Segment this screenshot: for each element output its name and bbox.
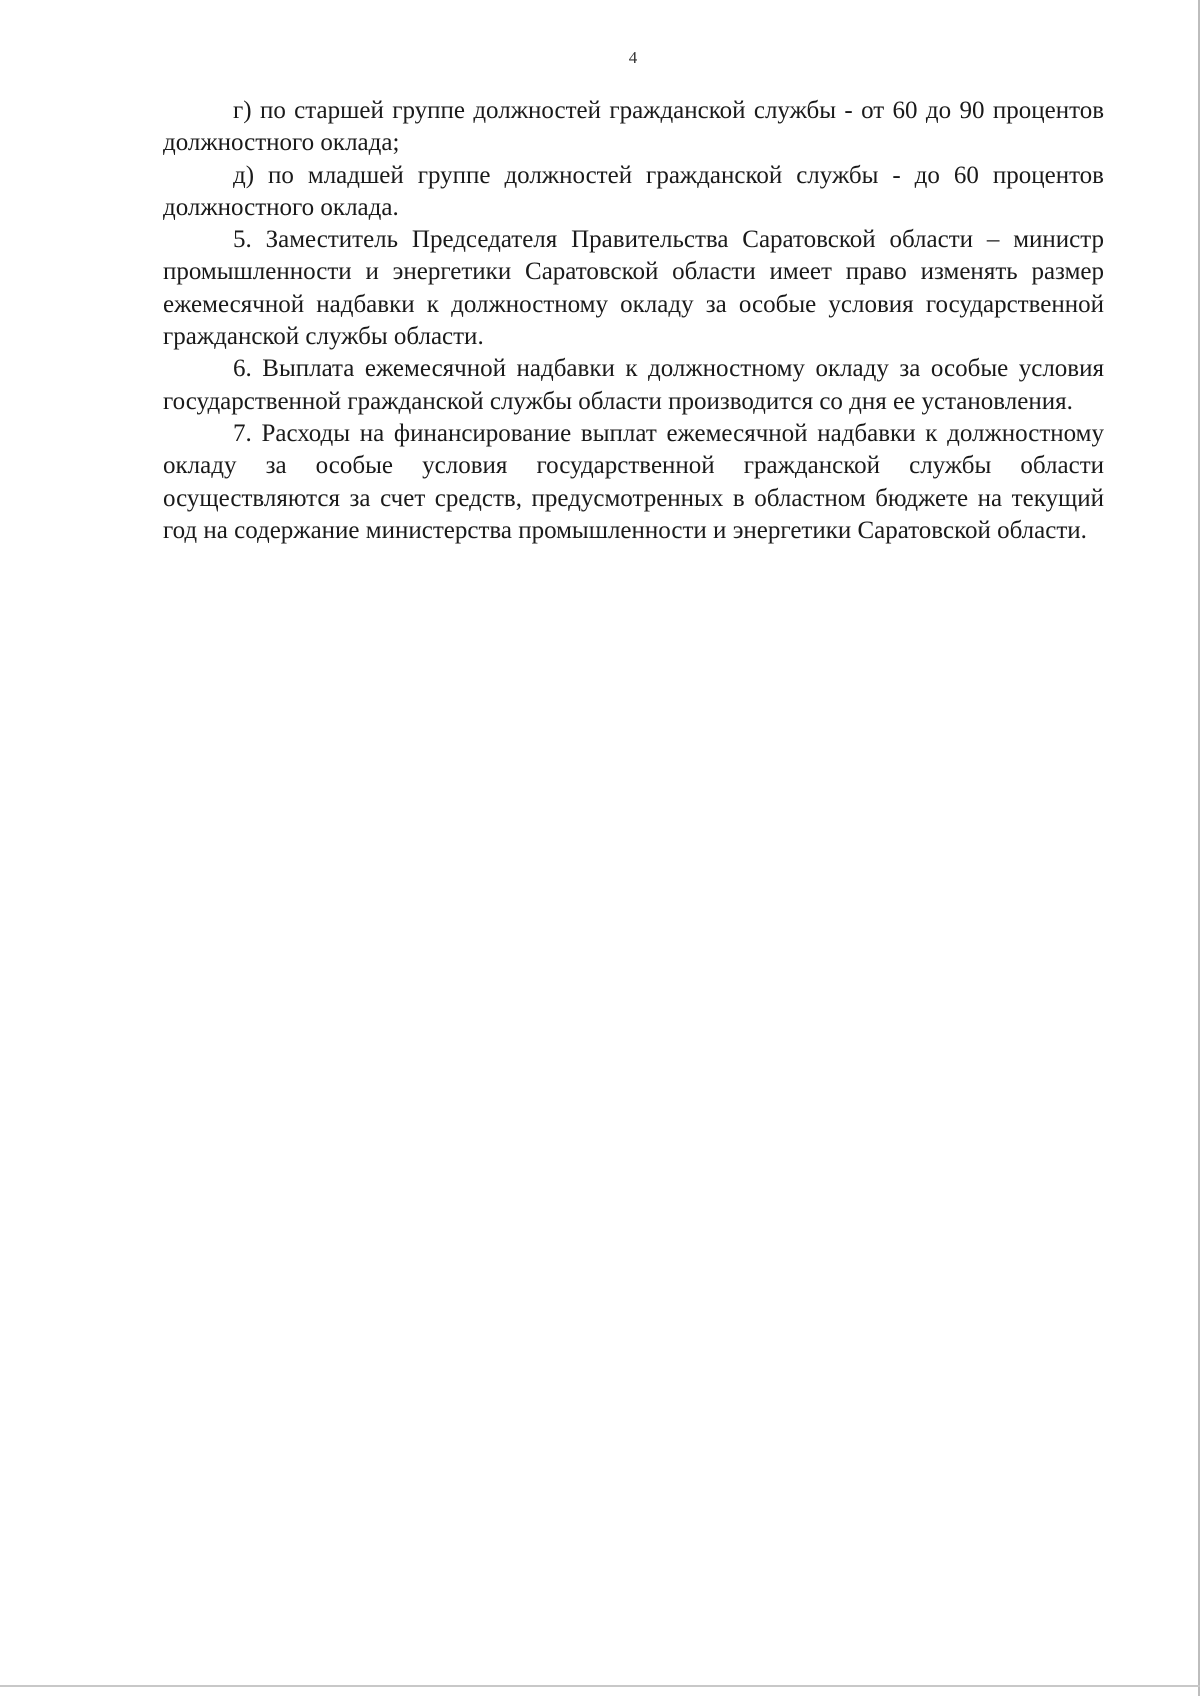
paragraph-7: 7. Расходы на финансирование выплат ежемесячной надбавки к должностному окладу за особые условия государственной гражданской службы области осуществляются за счет средств, предусмотренных в областном бюджете на текущий год на содержание министерства промышленности и энергетики Саратовской области.: [163, 419, 1104, 544]
page-number: 4: [628, 48, 638, 67]
paragraph-d: д) по младшей группе должностей гражданской службы - до 60 процентов должностного оклада.: [163, 161, 1104, 221]
paragraph-5: 5. Заместитель Председателя Правительства Саратовской области – министр промышленности и энергетики Саратовской области имеет право изменять размер ежемесячной надбавки к должностному окладу за особые условия государственной гражданской службы области.: [163, 226, 1104, 351]
paragraph-6: 6. Выплата ежемесячной надбавки к должностному окладу за особые условия государственной гражданской службы области производится со дня ее установления.: [163, 355, 1104, 415]
document-body: [163, 95, 1104, 547]
paragraph-g: г) по старшей группе должностей гражданской службы - от 60 до 90 процентов должностного оклада;: [163, 97, 1104, 157]
scan-edge-bottom: [0, 1685, 1200, 1687]
